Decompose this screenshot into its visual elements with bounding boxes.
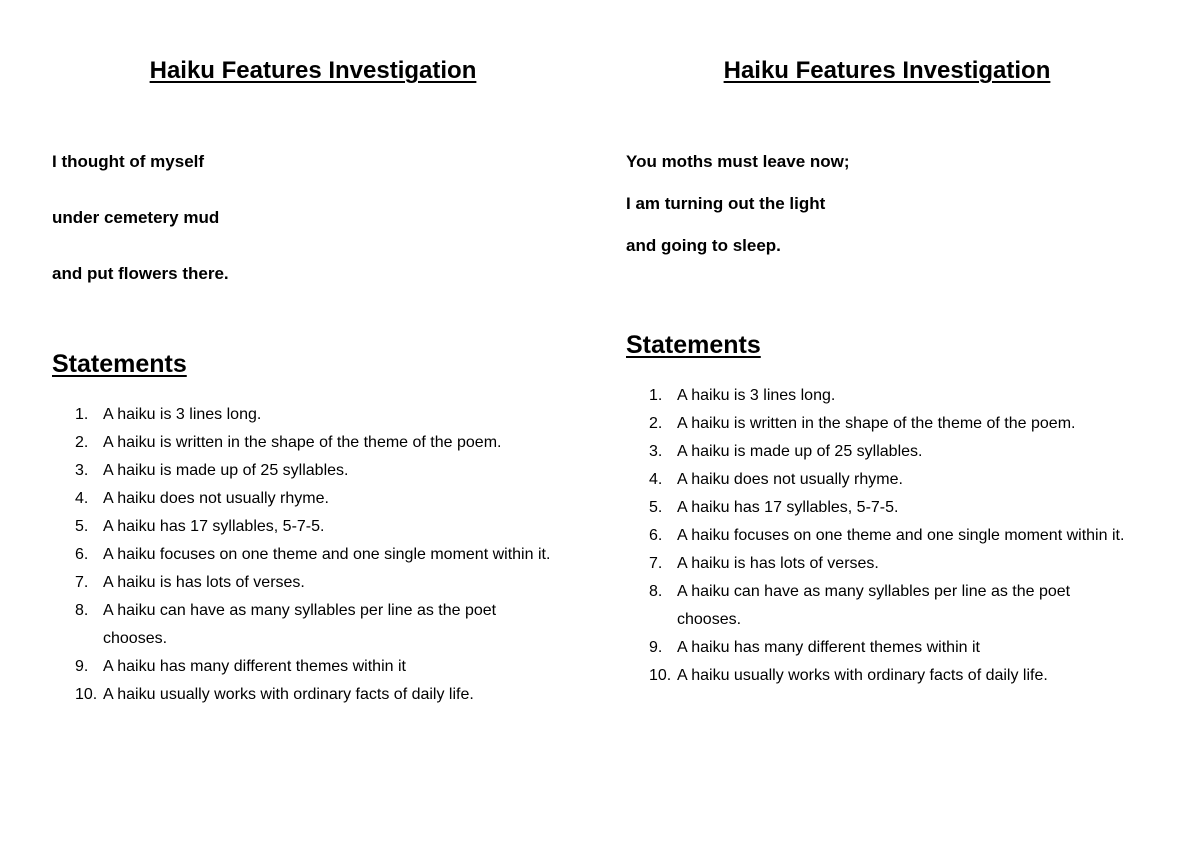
statement-number: 5. xyxy=(649,499,663,516)
statement-number: 4. xyxy=(649,471,663,488)
statement-text: A haiku has many different themes within it xyxy=(677,639,980,656)
worksheet-title: Haiku Features Investigation xyxy=(149,57,477,84)
statement-text: A haiku is 3 lines long. xyxy=(103,406,262,423)
statement-item xyxy=(626,662,1137,690)
statement-number: 3. xyxy=(649,443,663,460)
statement-item xyxy=(626,522,1137,550)
statement-item xyxy=(52,569,563,597)
statement-item xyxy=(52,597,563,653)
statement-item xyxy=(626,438,1137,466)
worksheet-title: Haiku Features Investigation xyxy=(723,57,1051,84)
statement-text: A haiku is written in the shape of the theme of the poem. xyxy=(103,434,502,451)
statement-item xyxy=(52,457,563,485)
statement-text: A haiku focuses on one theme and one single moment within it. xyxy=(677,527,1125,544)
statement-text: A haiku does not usually rhyme. xyxy=(677,471,903,488)
poem-line: I thought of myself xyxy=(52,152,205,171)
statement-text: A haiku is has lots of verses. xyxy=(103,574,305,591)
statements-list xyxy=(52,401,574,709)
statement-item xyxy=(52,681,563,709)
statement-number: 5. xyxy=(75,518,89,535)
poem-line: and going to sleep. xyxy=(626,236,781,255)
statement-item xyxy=(52,401,563,429)
poem-line: I am turning out the light xyxy=(626,194,826,213)
statement-text: A haiku usually works with ordinary facts of daily life. xyxy=(103,686,474,703)
statement-item xyxy=(626,578,1137,634)
statement-number: 7. xyxy=(649,555,663,572)
statement-number: 1. xyxy=(649,387,663,404)
statement-item xyxy=(626,494,1137,522)
statement-text: A haiku can have as many syllables per line as the poet chooses. xyxy=(103,602,497,647)
poem-line: and put flowers there. xyxy=(52,264,229,283)
statement-number: 9. xyxy=(75,658,89,675)
statement-text: A haiku is made up of 25 syllables. xyxy=(677,443,923,460)
statement-number: 6. xyxy=(75,546,89,563)
statement-text: A haiku focuses on one theme and one single moment within it. xyxy=(103,546,551,563)
statement-text: A haiku has 17 syllables, 5-7-5. xyxy=(103,518,325,535)
statements-list xyxy=(626,382,1148,690)
statement-text: A haiku is 3 lines long. xyxy=(677,387,836,404)
statement-number: 10. xyxy=(75,686,98,703)
statement-item xyxy=(626,466,1137,494)
statement-number: 8. xyxy=(75,602,89,619)
statement-item xyxy=(626,634,1137,662)
statement-number: 9. xyxy=(649,639,663,656)
statement-text: A haiku is has lots of verses. xyxy=(677,555,879,572)
statement-item xyxy=(52,429,563,457)
statement-item xyxy=(626,410,1137,438)
statement-number: 3. xyxy=(75,462,89,479)
statement-number: 2. xyxy=(649,415,663,432)
statement-number: 8. xyxy=(649,583,663,600)
statement-text: A haiku is made up of 25 syllables. xyxy=(103,462,349,479)
statement-number: 7. xyxy=(75,574,89,591)
statement-item xyxy=(52,541,563,569)
statement-item xyxy=(52,653,563,681)
statement-text: A haiku is written in the shape of the theme of the poem. xyxy=(677,415,1076,432)
statement-number: 1. xyxy=(75,406,89,423)
statements-heading: Statements xyxy=(626,331,761,359)
statement-text: A haiku usually works with ordinary facts of daily life. xyxy=(677,667,1048,684)
statement-text: A haiku does not usually rhyme. xyxy=(103,490,329,507)
statement-number: 4. xyxy=(75,490,89,507)
statement-item xyxy=(626,550,1137,578)
statement-text: A haiku has many different themes within it xyxy=(103,658,406,675)
statements-heading: Statements xyxy=(52,350,187,378)
poem-line: You moths must leave now; xyxy=(626,152,850,171)
poem-line: under cemetery mud xyxy=(52,208,220,227)
statement-item xyxy=(52,513,563,541)
statement-item xyxy=(52,485,563,513)
statement-number: 6. xyxy=(649,527,663,544)
statement-text: A haiku can have as many syllables per line as the poet chooses. xyxy=(677,583,1071,628)
statement-text: A haiku has 17 syllables, 5-7-5. xyxy=(677,499,899,516)
statement-number: 2. xyxy=(75,434,89,451)
statement-item xyxy=(626,382,1137,410)
statement-number: 10. xyxy=(649,667,672,684)
